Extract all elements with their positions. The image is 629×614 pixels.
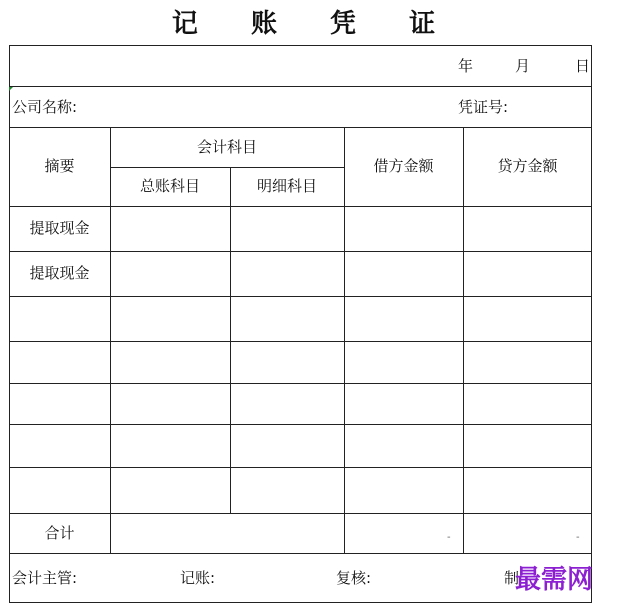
grid-line <box>9 424 592 425</box>
month-label: 月 <box>515 57 531 75</box>
watermark-logo: 最需网 <box>515 565 594 595</box>
footer-reviewer: 复核: <box>336 569 372 587</box>
grid-line <box>110 167 344 168</box>
company-name-label: 公司名称: <box>12 98 78 116</box>
grid-line <box>9 553 592 554</box>
grid-line <box>230 167 231 513</box>
grid-line <box>9 467 592 468</box>
grid-line <box>9 251 592 252</box>
footer-bookkeeper: 记账: <box>180 569 216 587</box>
header-credit: 贷方金额 <box>497 157 558 175</box>
voucher-number-label: 凭证号: <box>458 98 509 116</box>
grid-line <box>463 127 464 553</box>
grid-line <box>344 127 345 553</box>
row-summary: 提取现金 <box>29 219 90 237</box>
grid-line <box>9 296 592 297</box>
grid-line <box>9 127 592 128</box>
header-summary: 摘要 <box>44 157 75 175</box>
total-debit: - <box>447 532 451 543</box>
voucher-title: 记 账 凭 证 <box>171 9 458 39</box>
grid-line <box>9 86 592 87</box>
total-label: 合计 <box>44 524 75 542</box>
header-detail-account: 明细科目 <box>256 177 317 195</box>
row-summary: 提取现金 <box>29 264 90 282</box>
header-general-ledger: 总账科目 <box>139 177 200 195</box>
voucher-form <box>9 45 592 603</box>
header-debit: 借方金额 <box>373 157 434 175</box>
year-label: 年 <box>458 57 474 75</box>
footer-supervisor: 会计主管: <box>12 569 78 587</box>
grid-line <box>9 206 592 207</box>
footer-preparer: 制 <box>504 569 520 587</box>
grid-line <box>9 513 592 514</box>
day-label: 日 <box>575 57 591 75</box>
grid-line <box>9 341 592 342</box>
grid-line <box>9 383 592 384</box>
header-account: 会计科目 <box>196 138 257 156</box>
total-credit: - <box>576 532 580 543</box>
